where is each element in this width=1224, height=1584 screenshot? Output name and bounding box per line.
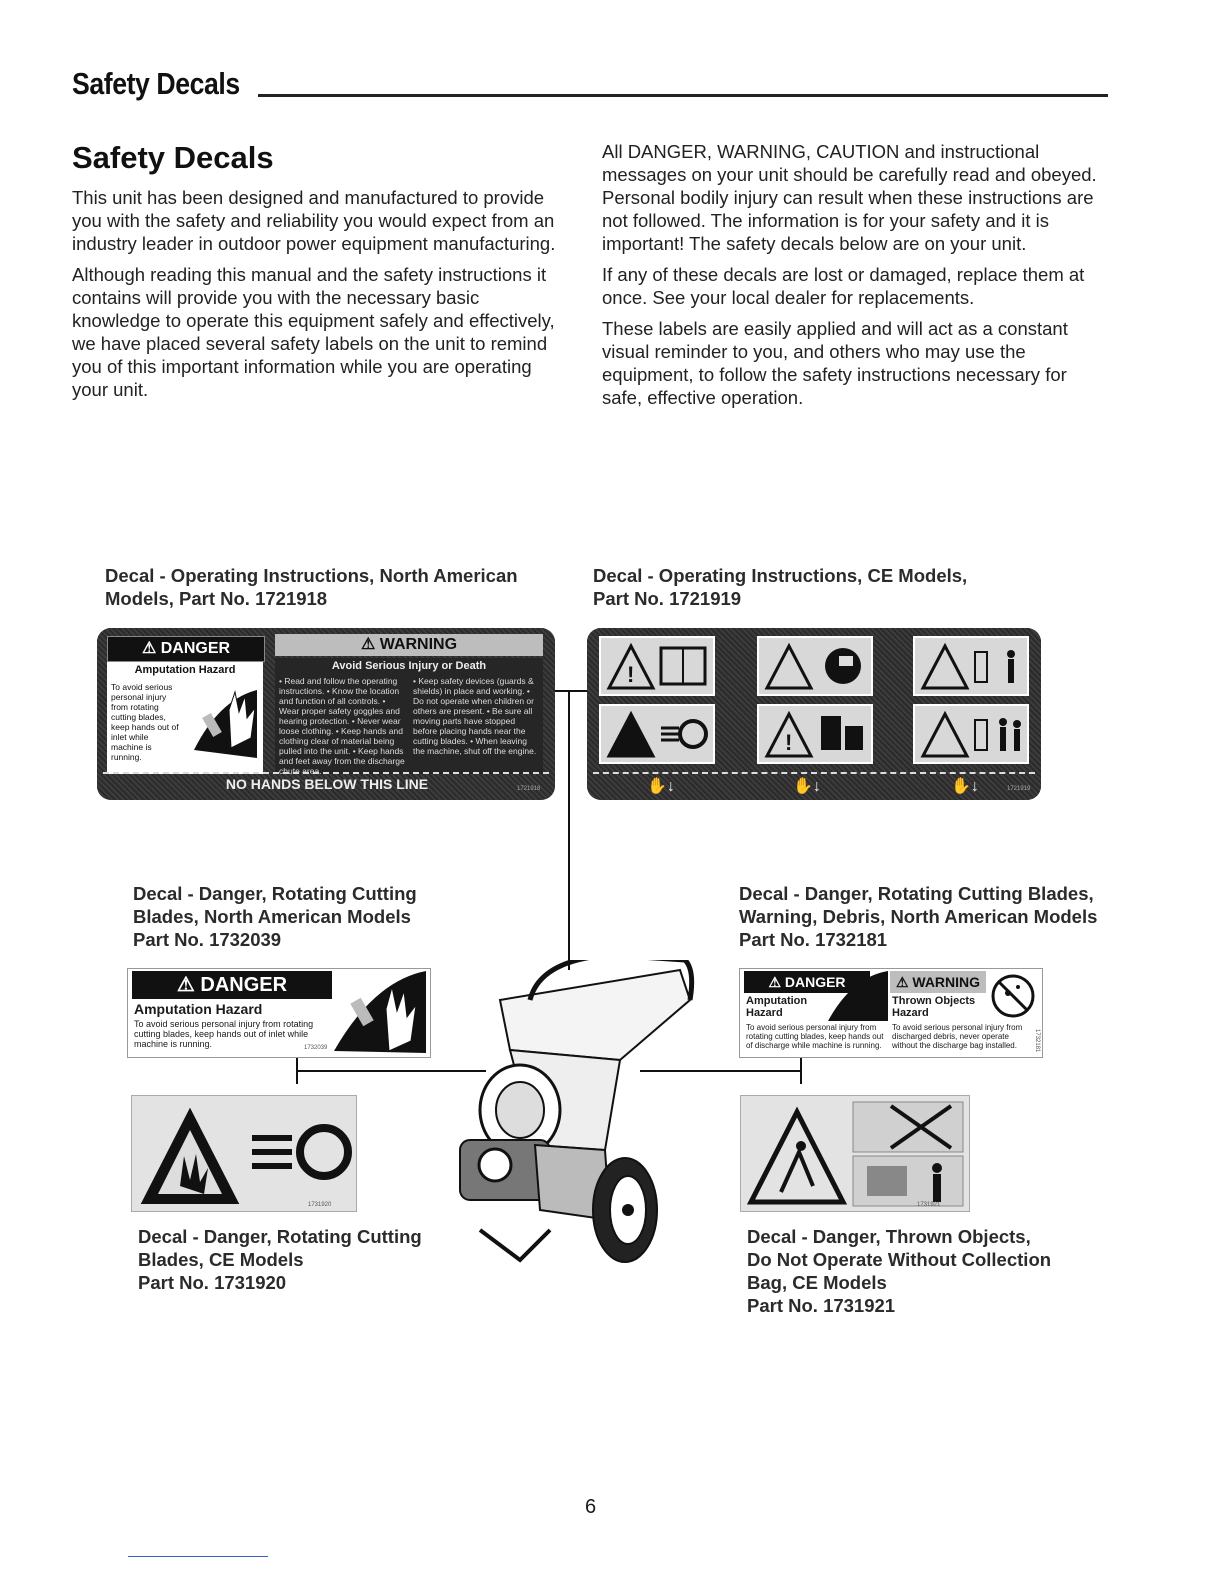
warning-label: ⚠ WARNING xyxy=(275,634,543,656)
caption-na-operating: Decal - Operating Instructions, North American Models, Part No. 1721918 xyxy=(105,565,518,609)
part-code: 1731921 xyxy=(917,1202,941,1208)
connector-line xyxy=(555,690,587,692)
hand-down-icon: ✋↓ xyxy=(951,778,979,795)
part-code: 1721918 xyxy=(517,786,541,792)
header-rule xyxy=(258,94,1108,97)
warning-manual-icon xyxy=(601,638,713,694)
thrown-title: Thrown Objects Hazard xyxy=(892,995,976,1019)
right-column xyxy=(602,140,1112,417)
danger-label: ⚠ DANGER xyxy=(744,971,870,993)
hand-down-icon: ✋↓ xyxy=(793,778,821,795)
warning-bullets-left: • Read and follow the operating instructions. • Know the location and function of all controls. • Wear proper safety goggles and hearing protection. • Never wear loose clothing. • Keep hands and clothing clear of material being pulled into the unit. • Keep hands and feet away from the discharge chute area. xyxy=(279,676,405,776)
caption-na-debris: Decal - Danger, Rotating Cutting Blades, Warning, Debris, North American Models Part No. 1732181 xyxy=(739,883,1098,950)
warning-label: ⚠ WARNING xyxy=(890,971,986,993)
warning-operate-icon xyxy=(759,706,871,762)
eye-ear-pictogram xyxy=(757,636,873,696)
caption-ce-rotating: Decal - Danger, Rotating Cutting Blades, CE Models Part No. 1731920 xyxy=(138,1226,422,1293)
protection-icon xyxy=(759,638,871,694)
decal-ce-rotating xyxy=(131,1095,357,1212)
chipper-shredder-illustration xyxy=(440,960,710,1270)
hand-blade-icon xyxy=(189,680,259,760)
danger-panel xyxy=(107,662,263,774)
dashed-line xyxy=(593,772,1035,774)
decal-na-debris xyxy=(739,968,1043,1058)
paragraph: These labels are easily applied and will act as a constant visual reminder to you, and others who may use the equipment, to follow the safety instructions necessary for safe, effective operation. xyxy=(602,318,1068,408)
hand-blade-pictogram xyxy=(599,704,715,764)
paragraph: This unit has been designed and manufactured to provide you with the safety and reliability you would expect from an industry leader in outdoor power equipment manufacturing. xyxy=(72,187,556,254)
thrown-objects-icon xyxy=(915,706,1027,762)
warning-bullets-right: • Keep safety devices (guards & shields) in place and working. • Do not operate when children or others are present. • Be sure all moving parts have stopped before placing hands near the cutting blades. • When leaving the machine, shut off the engine. xyxy=(413,676,537,756)
part-code: 1721919 xyxy=(1007,786,1031,792)
keep-away-icon xyxy=(915,638,1027,694)
hand-blade-icon xyxy=(334,971,426,1053)
read-operate-pictogram xyxy=(757,704,873,764)
caption-ce-operating: Decal - Operating Instructions, CE Models, Part No. 1721919 xyxy=(593,565,968,609)
hand-blade-pictogram xyxy=(132,1096,356,1211)
section-title: Safety Decals xyxy=(72,140,274,175)
avoid-title: Avoid Serious Injury or Death xyxy=(331,660,487,672)
warning-text: To avoid serious personal injury from discharged debris, never operate without the discharge bag installed. xyxy=(892,1023,1023,1050)
danger-text: To avoid serious personal injury from rotating cutting blades, keep hands out of inlet while machine is running. xyxy=(134,1019,314,1049)
part-code: 1732039 xyxy=(304,1045,328,1051)
running-head: Safety Decals xyxy=(72,66,240,101)
read-manual-pictogram xyxy=(599,636,715,696)
danger-text: To avoid serious personal injury from rotating cutting blades, keep hands out of discharge while machine is running. xyxy=(746,1023,884,1050)
thrown-objects-pictogram xyxy=(913,704,1029,764)
svg-text:!: ! xyxy=(627,662,635,687)
paragraph: All DANGER, WARNING, CAUTION and instructional messages on your unit should be carefully read and obeyed. Personal bodily injury can result when these instructions are not followed. The information is for your safety and it is important! The safety decals below are on your unit. xyxy=(602,141,1097,254)
caption-na-rotating: Decal - Danger, Rotating Cutting Blades, North American Models Part No. 1732039 xyxy=(133,883,417,950)
hand-down-icon: ✋↓ xyxy=(647,778,675,795)
decal-ce-thrown xyxy=(740,1095,970,1212)
warning-panel xyxy=(275,658,543,774)
caption-ce-thrown: Decal - Danger, Thrown Objects, Do Not Operate Without Collection Bag, CE Models Part No. 1731921 xyxy=(747,1226,1052,1316)
hand-cut-icon xyxy=(601,706,713,762)
hand-blade-icon xyxy=(828,971,888,1021)
left-column xyxy=(72,186,572,409)
decal-ce-operating xyxy=(587,628,1041,800)
thrown-objects-icon xyxy=(988,971,1038,1021)
page-number: 6 xyxy=(585,1496,597,1518)
dashed-line xyxy=(103,772,549,774)
thrown-objects-pictogram xyxy=(741,1096,969,1211)
amputation-title: Amputation Hazard xyxy=(746,995,808,1019)
part-code: 1732181 xyxy=(1034,1029,1040,1053)
amputation-text: To avoid serious personal injury from rotating cutting blades, keep hands out of inlet while machine is running. xyxy=(111,682,179,762)
part-code: 1731920 xyxy=(308,1202,332,1208)
paragraph: If any of these decals are lost or damaged, replace them at once. See your local dealer for replacements. xyxy=(602,264,1085,308)
svg-text:!: ! xyxy=(785,730,793,755)
danger-label: ⚠ DANGER xyxy=(132,971,332,999)
no-hands-text: NO HANDS BELOW THIS LINE xyxy=(225,776,429,792)
amputation-title: Amputation Hazard xyxy=(134,664,236,676)
connector-line xyxy=(568,690,570,970)
amputation-title: Amputation Hazard xyxy=(134,1001,263,1017)
paragraph: Although reading this manual and the safety instructions it contains will provide you with the necessary basic knowledge to operate this equipment safely and effectively, we have placed several safety labels on the unit to remind you of this important information while you are operating your unit. xyxy=(72,264,555,400)
decal-na-operating xyxy=(97,628,555,800)
bystander-pictogram xyxy=(913,636,1029,696)
danger-label: ⚠ DANGER xyxy=(107,636,265,662)
footer-rule xyxy=(128,1556,268,1557)
decal-na-rotating xyxy=(127,968,431,1058)
